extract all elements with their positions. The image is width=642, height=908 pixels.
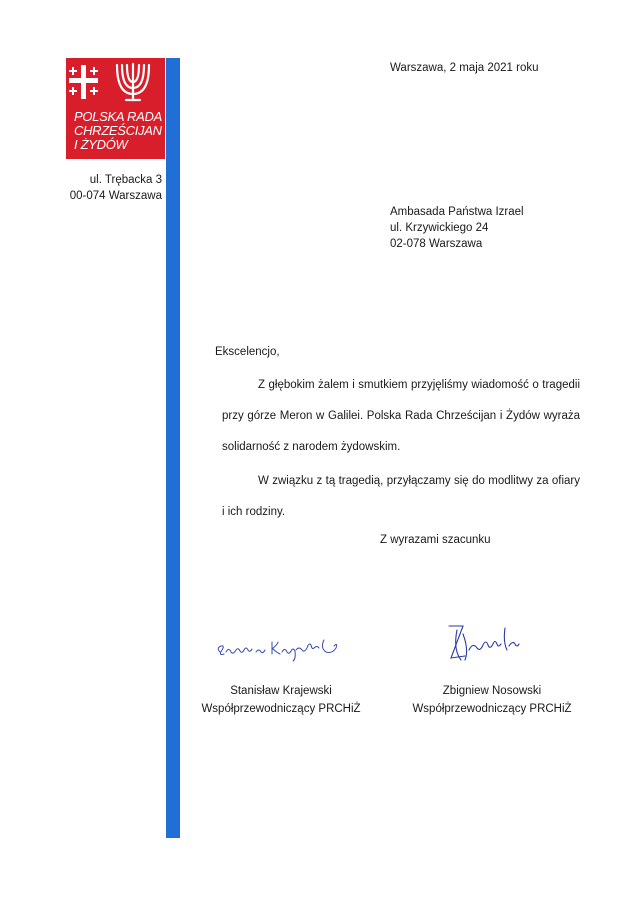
signatory-2-title: Współprzewodniczący PRCHiŻ xyxy=(412,703,572,715)
signatory-1-name: Stanisław Krajewski xyxy=(230,685,332,697)
logo-text-line-1: POLSKA RADA xyxy=(74,109,162,124)
recipient-street: ul. Krzywickiego 24 xyxy=(390,222,489,234)
logo-text-line-2: CHRZEŚCIJAN xyxy=(74,123,162,138)
jerusalem-cross-icon xyxy=(69,65,98,99)
signatory-2 xyxy=(397,682,587,718)
paragraph-2: W związku z tą tragedią, przyłączamy się do modlitwy za ofiary i ich rodziny. xyxy=(222,475,580,518)
date-line: Warszawa, 2 maja 2021 roku xyxy=(390,62,539,74)
sender-street: ul. Trębacka 3 xyxy=(89,174,162,186)
logo-text-line-3: I ŻYDÓW xyxy=(74,137,128,152)
recipient-name: Ambasada Państwa Izrael xyxy=(390,206,524,218)
signatory-1 xyxy=(186,682,376,718)
recipient-address xyxy=(390,204,524,252)
closing: Z wyrazami szacunku xyxy=(380,534,491,546)
signatory-1-title: Współprzewodniczący PRCHiŻ xyxy=(201,703,361,715)
sender-city: 00-074 Warszawa xyxy=(69,190,162,202)
accent-bar xyxy=(166,58,180,838)
sender-address xyxy=(20,172,162,204)
recipient-city: 02-078 Warszawa xyxy=(390,238,483,250)
paragraph-1: Z głębokim żalem i smutkiem przyjęliśmy wiadomość o tragedii przy górze Meron w Galilei. Polska Rada Chrześcijan i Żydów wyraża solidarność z narodem żydowskim. xyxy=(222,379,580,453)
organization-logo xyxy=(66,58,165,159)
signatory-2-name: Zbigniew Nosowski xyxy=(442,685,542,697)
signature-1 xyxy=(212,628,352,664)
salutation: Ekscelencjo, xyxy=(215,346,280,358)
signature-2 xyxy=(443,620,523,666)
menorah-icon xyxy=(117,64,149,100)
